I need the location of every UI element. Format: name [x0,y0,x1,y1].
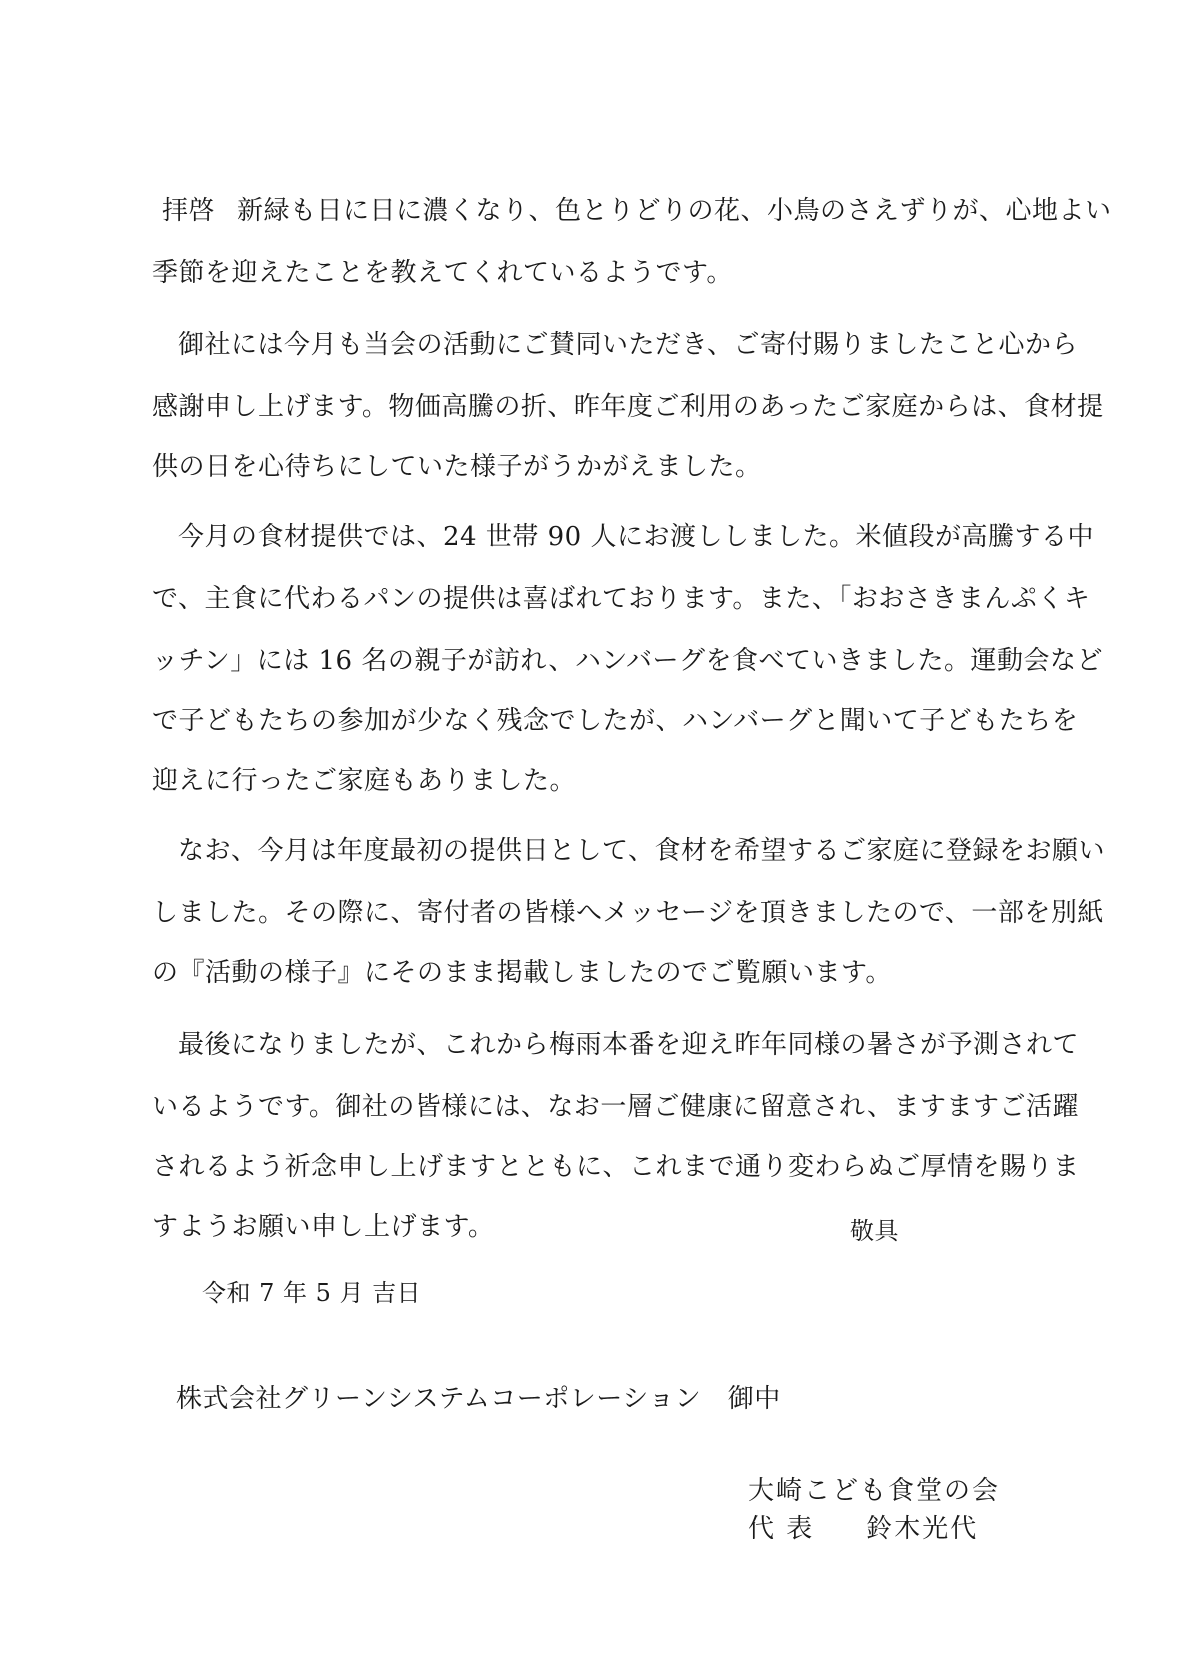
paragraph-5-line-1: 最後になりましたが、これから梅雨本番を迎え昨年同様の暑さが予測されて [178,1030,1080,1060]
sender-organization: 大崎こども食堂の会 [748,1476,1001,1506]
sender-title: 代 表 [748,1514,815,1544]
opening-line-2: 季節を迎えたことを教えてくれているようです。 [152,258,733,288]
letter-date: 令和 7 年 5 月 吉日 [202,1279,422,1307]
recipient: 株式会社グリーンシステムコーポレーション 御中 [176,1384,781,1414]
paragraph-4-line-2: しました。その際に、寄付者の皆様へメッセージを頂きましたので、一部を別紙 [152,898,1104,928]
salutation: 拝啓 [162,196,216,226]
sender-name: 鈴木光代 [866,1514,979,1544]
paragraph-4-line-1: なお、今月は年度最初の提供日として、食材を希望するご家庭に登録をお願い [178,836,1105,866]
paragraph-2-line-1: 御社には今月も当会の活動にご賛同いただき、ご寄付賜りましたこと心から [178,330,1078,360]
paragraph-5-line-2: いるようです。御社の皆様には、なお一層ご健康に留意され、ますますご活躍 [152,1092,1079,1122]
sender-signature-line [748,1514,978,1544]
opening-text-1: 新緑も日に日に濃くなり、色とりどりの花、小鳥のさえずりが、心地よい [237,196,1112,226]
paragraph-2-line-3: 供の日を心待ちにしていた様子がうかがえました。 [152,452,762,482]
opening-line-1 [162,196,1112,226]
paragraph-3-line-5: 迎えに行ったご家庭もありました。 [152,766,577,796]
paragraph-3-line-4: で子どもたちの参加が少なく残念でしたが、ハンバーグと聞いて子どもたちを [152,706,1079,736]
paragraph-5-line-3: されるよう祈念申し上げますとともに、これまで通り変わらぬご厚情を賜りま [152,1152,1080,1182]
closing-keigu: 敬具 [850,1217,899,1245]
paragraph-4-line-3: の『活動の様子』にそのまま掲載しましたのでご覧願います。 [152,958,892,988]
paragraph-3-line-2: で、主食に代わるパンの提供は喜ばれております。また、「おおさきまんぷくキ [152,584,1091,614]
paragraph-2-line-2: 感謝申し上げます。物価高騰の折、昨年度ご利用のあったご家庭からは、食材提 [152,392,1104,422]
paragraph-3-line-1: 今月の食材提供では、24 世帯 90 人にお渡ししました。米値段が高騰する中 [178,522,1094,552]
paragraph-3-line-3: ッチン」には 16 名の親子が訪れ、ハンバーグを食べていきました。運動会など [152,646,1104,676]
paragraph-5-line-4: すようお願い申し上げます。 [152,1212,495,1242]
